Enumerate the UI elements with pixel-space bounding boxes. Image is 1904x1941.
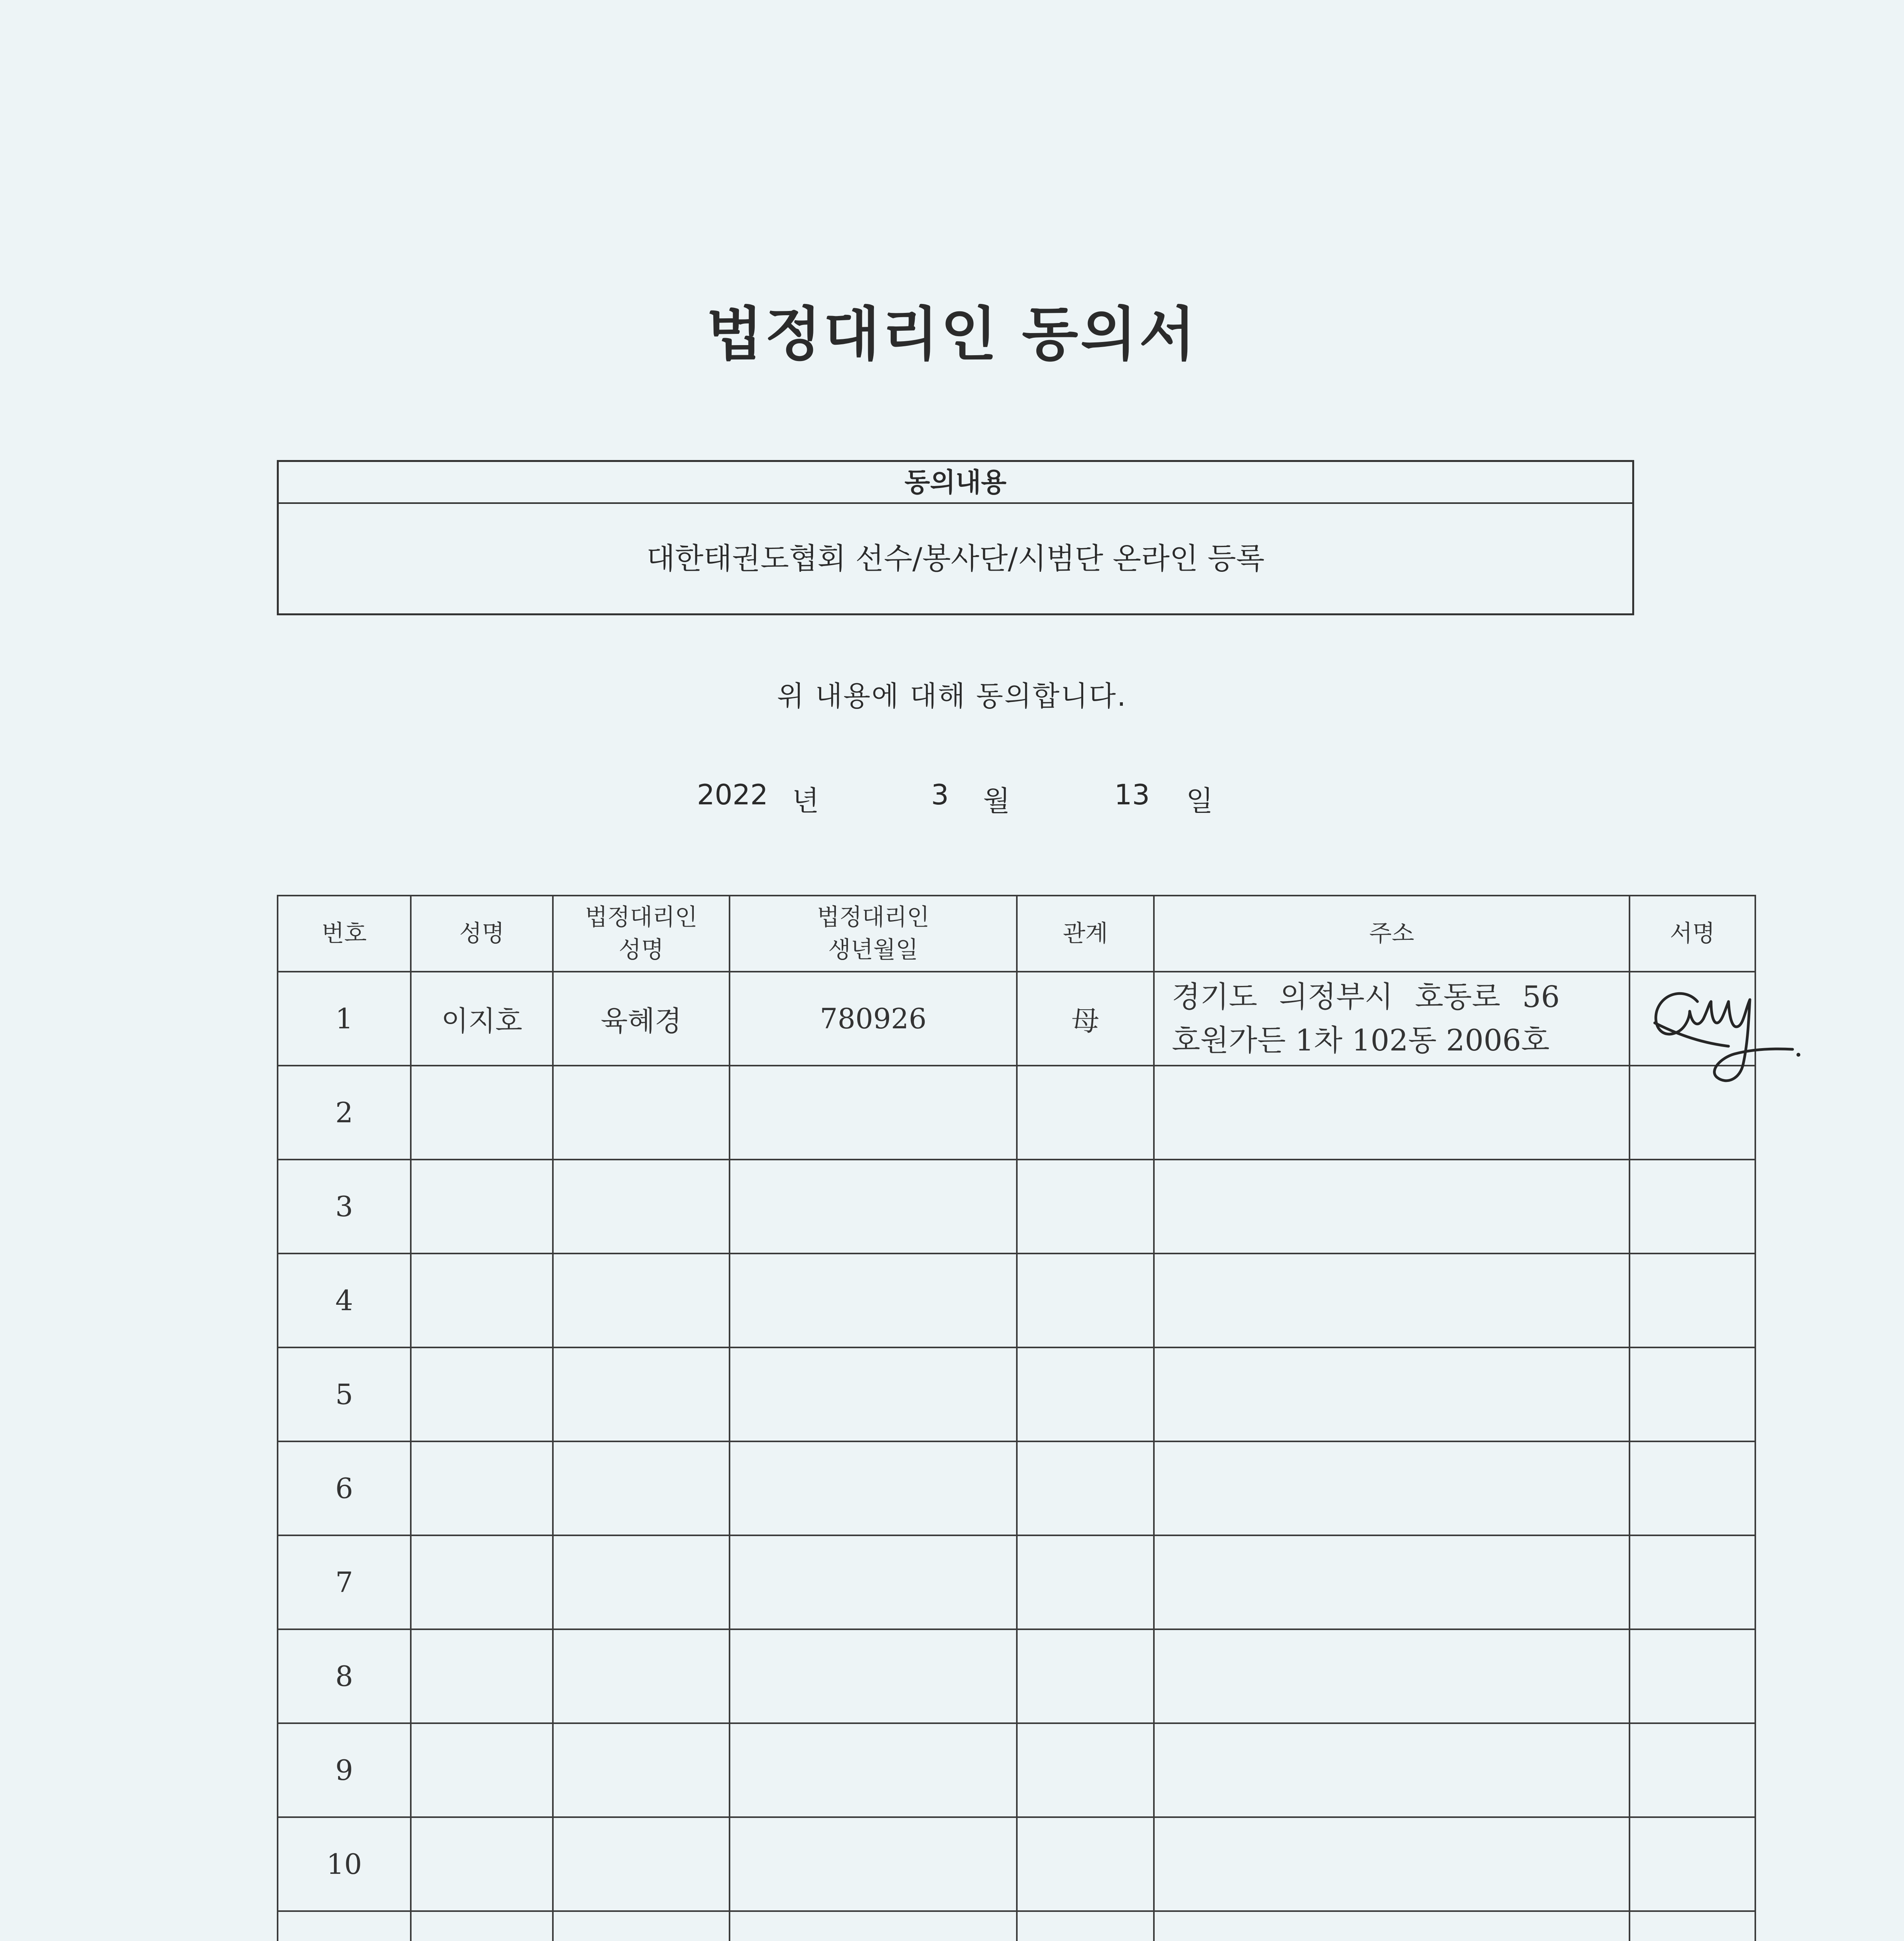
row-name: 이지호 <box>411 972 553 1066</box>
row-address-line2: 호원가든 1차 102동 2006호 <box>1172 1023 1550 1057</box>
row-rep-name <box>553 1347 730 1441</box>
row-rep-name <box>553 1535 730 1629</box>
row-no: 4 <box>278 1253 411 1347</box>
row-address <box>1154 1535 1630 1629</box>
row-no: 7 <box>278 1535 411 1629</box>
date-year: 2022 <box>697 778 768 811</box>
row-relation <box>1017 1253 1154 1347</box>
table-row <box>278 1441 1755 1535</box>
row-signature <box>1630 1347 1755 1441</box>
row-no: 1 <box>278 972 411 1066</box>
date-year-unit: 년 <box>792 785 819 817</box>
row-rep-name <box>553 1066 730 1160</box>
row-relation <box>1017 1347 1154 1441</box>
row-no: 6 <box>278 1441 411 1535</box>
row-address <box>1154 1629 1630 1723</box>
row-address <box>1154 1723 1630 1817</box>
row-signature <box>1630 1441 1755 1535</box>
row-rep-birth <box>730 1629 1017 1723</box>
row-rep-name <box>553 1911 730 1941</box>
row-rep-birth <box>730 1441 1017 1535</box>
consent-box <box>277 460 1634 615</box>
row-rep-name <box>553 1160 730 1253</box>
row-no: 5 <box>278 1347 411 1441</box>
row-name <box>411 1066 553 1160</box>
table-row <box>278 1911 1755 1941</box>
row-address <box>1154 1347 1630 1441</box>
row-no: 8 <box>278 1629 411 1723</box>
table-row <box>278 1723 1755 1817</box>
row-relation <box>1017 1817 1154 1911</box>
row-name <box>411 1723 553 1817</box>
row-rep-name: 육혜경 <box>553 972 730 1066</box>
row-rep-birth <box>730 1253 1017 1347</box>
header-name: 성명 <box>411 896 553 972</box>
consent-header: 동의내용 <box>279 462 1632 504</box>
row-relation <box>1017 1441 1154 1535</box>
row-relation <box>1017 1629 1154 1723</box>
header-rep-birth-line1: 법정대리인 <box>817 904 929 931</box>
row-name <box>411 1535 553 1629</box>
date-day-unit: 일 <box>1186 785 1213 817</box>
row-name <box>411 1629 553 1723</box>
row-rep-birth <box>730 1066 1017 1160</box>
row-name <box>411 1911 553 1941</box>
row-address-line1: 경기도 의정부시 호동로 56 <box>1172 979 1560 1014</box>
row-signature <box>1630 1911 1755 1941</box>
row-signature <box>1630 1817 1755 1911</box>
row-rep-birth <box>730 1160 1017 1253</box>
consent-content: 대한태권도협회 선수/봉사단/시범단 온라인 등록 <box>646 541 1265 576</box>
row-address <box>1154 972 1630 1066</box>
row-relation <box>1017 1723 1154 1817</box>
header-rep-name <box>553 896 730 972</box>
row-rep-name <box>553 1253 730 1347</box>
row-rep-birth <box>730 1817 1017 1911</box>
header-signature: 서명 <box>1630 896 1755 972</box>
row-rep-name <box>553 1723 730 1817</box>
representative-table <box>277 895 1756 1941</box>
row-address <box>1154 1160 1630 1253</box>
row-no <box>278 1911 411 1941</box>
row-name <box>411 1817 553 1911</box>
table-row <box>278 1817 1755 1911</box>
agreement-statement: 위 내용에 대해 동의합니다. <box>777 680 1127 712</box>
row-rep-birth <box>730 1911 1017 1941</box>
row-rep-birth <box>730 1535 1017 1629</box>
row-no: 2 <box>278 1066 411 1160</box>
row-name <box>411 1347 553 1441</box>
row-address <box>1154 1441 1630 1535</box>
row-rep-birth: 780926 <box>730 972 1017 1066</box>
row-address <box>1154 1066 1630 1160</box>
header-rep-birth-line2: 생년월일 <box>828 936 918 964</box>
row-relation: 母 <box>1017 972 1154 1066</box>
row-no: 3 <box>278 1160 411 1253</box>
table-row <box>278 972 1755 1066</box>
row-no: 10 <box>278 1817 411 1911</box>
row-signature <box>1630 1160 1755 1253</box>
row-address <box>1154 1911 1630 1941</box>
date-month: 3 <box>931 778 949 811</box>
row-rep-name <box>553 1629 730 1723</box>
row-signature <box>1630 1535 1755 1629</box>
date-day: 13 <box>1114 778 1150 811</box>
table-row <box>278 1160 1755 1253</box>
document-title: 법정대리인 동의서 <box>706 300 1198 368</box>
row-relation <box>1017 1066 1154 1160</box>
header-relation: 관계 <box>1017 896 1154 972</box>
row-signature <box>1630 1629 1755 1723</box>
row-address <box>1154 1817 1630 1911</box>
header-rep-name-line2: 성명 <box>618 936 664 964</box>
header-rep-name-line1: 법정대리인 <box>585 904 698 931</box>
row-address <box>1154 1253 1630 1347</box>
row-relation <box>1017 1535 1154 1629</box>
row-rep-name <box>553 1441 730 1535</box>
table-header-row <box>278 896 1755 972</box>
row-rep-birth <box>730 1723 1017 1817</box>
handwritten-signature <box>1639 965 1802 1093</box>
table-row <box>278 1066 1755 1160</box>
row-rep-birth <box>730 1347 1017 1441</box>
table-row <box>278 1535 1755 1629</box>
row-relation <box>1017 1911 1154 1941</box>
row-signature <box>1630 1723 1755 1817</box>
date-month-unit: 월 <box>983 785 1010 817</box>
row-name <box>411 1253 553 1347</box>
row-relation <box>1017 1160 1154 1253</box>
row-name <box>411 1160 553 1253</box>
table-row <box>278 1629 1755 1723</box>
header-no: 번호 <box>278 896 411 972</box>
header-address: 주소 <box>1154 896 1630 972</box>
row-name <box>411 1441 553 1535</box>
table-row <box>278 1253 1755 1347</box>
row-signature <box>1630 1253 1755 1347</box>
row-no: 9 <box>278 1723 411 1817</box>
header-rep-birth <box>730 896 1017 972</box>
table-row <box>278 1347 1755 1441</box>
row-rep-name <box>553 1817 730 1911</box>
